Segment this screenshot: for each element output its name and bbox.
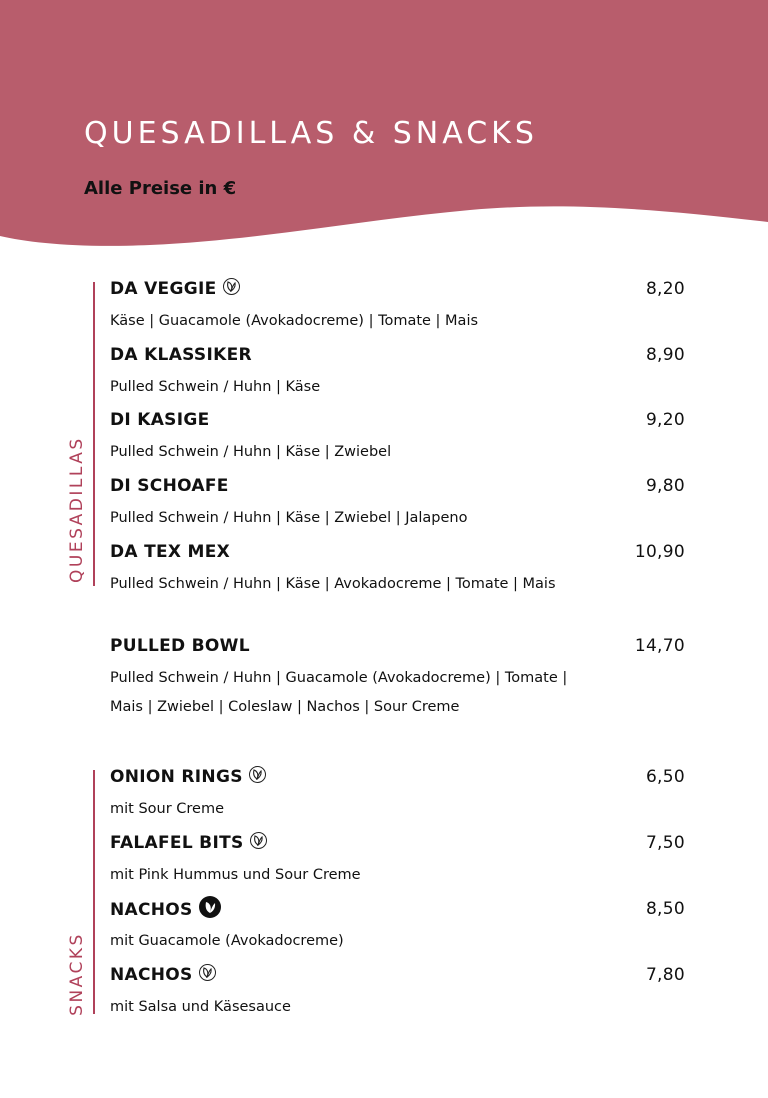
menu-item [110,279,685,336]
item-description: Mais | Zwiebel | Coleslaw | Nachos | Sour Creme [110,699,460,715]
snacks-section-rule [93,770,95,1014]
item-price: 7,50 [645,833,685,853]
menu-item [110,410,685,467]
item-name: PULLED BOWL [110,636,250,656]
menu-item [110,542,685,599]
vegetarian-leaf-icon [223,278,240,295]
menu-item [110,833,685,890]
item-price: 9,20 [645,410,685,430]
item-price: 6,50 [645,767,685,787]
menu-item [110,965,685,1022]
item-price: 9,80 [645,476,685,496]
quesadillas-section-rule [93,282,95,586]
item-description: Pulled Schwein / Huhn | Käse [110,379,321,395]
item-name: ONION RINGS [110,767,243,787]
item-price: 8,50 [645,899,685,919]
item-price: 14,70 [634,636,685,656]
vegetarian-leaf-icon [249,766,266,783]
item-description: Käse | Guacamole (Avokadocreme) | Tomate | Mais [110,313,479,329]
item-name: DI KASIGE [110,410,210,430]
item-name: NACHOS [110,965,193,985]
item-price: 8,20 [645,279,685,299]
menu-item [110,345,685,402]
item-price: 7,80 [645,965,685,985]
menu-item [110,636,685,722]
item-name: DI SCHOAFE [110,476,229,496]
item-description: mit Pink Hummus und Sour Creme [110,867,361,883]
item-description: Pulled Schwein / Huhn | Käse | Avokadocreme | Tomate | Mais [110,576,556,592]
price-currency-note: Alle Preise in € [84,178,237,199]
menu-item [110,899,685,956]
item-description: Pulled Schwein / Huhn | Käse | Zwiebel [110,444,392,460]
item-name: DA KLASSIKER [110,345,252,365]
menu-item [110,476,685,533]
vegetarian-leaf-icon [199,964,216,981]
vegetarian-leaf-icon [250,832,267,849]
item-description: mit Guacamole (Avokadocreme) [110,933,344,949]
item-name: DA VEGGIE [110,279,217,299]
snacks-section-label: SNACKS [67,932,87,1016]
item-description: Pulled Schwein / Huhn | Käse | Zwiebel | Jalapeno [110,510,468,526]
quesadillas-section-label: QUESADILLAS [67,436,87,583]
page-title: QUESADILLAS & SNACKS [84,116,538,151]
item-price: 8,90 [645,345,685,365]
item-name: FALAFEL BITS [110,833,244,853]
item-description: mit Salsa und Käsesauce [110,999,291,1015]
item-name: NACHOS [110,900,193,920]
item-description: mit Sour Creme [110,801,225,817]
item-description: Pulled Schwein / Huhn | Guacamole (Avokadocreme) | Tomate | [110,670,568,686]
item-price: 10,90 [634,542,685,562]
menu-item [110,767,685,824]
vegan-leaf-icon [199,896,221,918]
item-name: DA TEX MEX [110,542,231,562]
